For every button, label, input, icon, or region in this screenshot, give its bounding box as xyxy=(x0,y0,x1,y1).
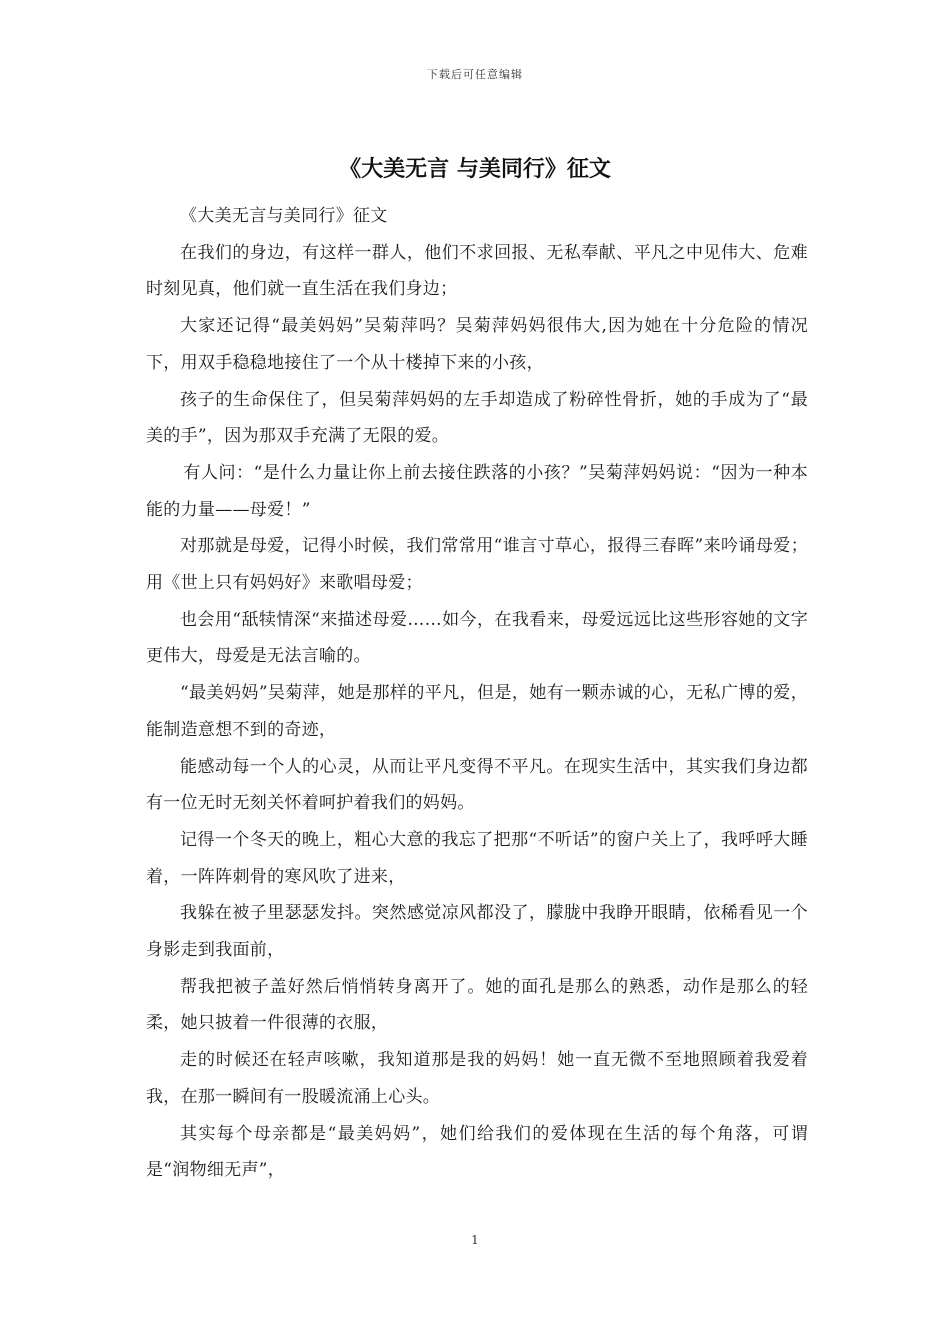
paragraph: 在我们的身边，有这样一群人，他们不求回报、无私奉献、平凡之中见伟大、危难时刻见真，他们就一直生活在我们身边； xyxy=(146,242,808,300)
paragraph: 有人问：“是什么力量让你上前去接住跌落的小孩？”吴菊萍妈妈说：“因为一种本能的力量——母爱！” xyxy=(146,462,808,520)
header-note: 下载后可任意编辑 xyxy=(427,68,523,81)
paragraph: 其实每个母亲都是“最美妈妈”，她们给我们的爱体现在生活的每个角落，可谓是“润物细无声”， xyxy=(146,1123,808,1181)
paragraph: 记得一个冬天的晚上，粗心大意的我忘了把那“不听话”的窗户关上了，我呼呼大睡着，一阵阵刺骨的寒风吹了进来， xyxy=(146,829,808,887)
paragraph: 能感动每一个人的心灵，从而让平凡变得不平凡。在现实生活中，其实我们身边都有一位无时无刻关怀着呵护着我们的妈妈。 xyxy=(146,756,808,814)
paragraph: 走的时候还在轻声咳嗽，我知道那是我的妈妈！她一直无微不至地照顾着我爱着我，在那一瞬间有一股暖流涌上心头。 xyxy=(146,1050,808,1107)
paragraph: 孩子的生命保住了，但吴菊萍妈妈的左手却造成了粉碎性骨折，她的手成为了“最美的手”，因为那双手充满了无限的爱。 xyxy=(146,389,808,447)
page-title: 《大美无言 与美同行》征文 xyxy=(339,157,611,182)
document-body xyxy=(146,198,808,1189)
paragraph: 大家还记得“最美妈妈”吴菊萍吗？吴菊萍妈妈很伟大,因为她在十分危险的情况下，用双手稳稳地接住了一个从十楼掉下来的小孩， xyxy=(146,316,808,373)
paragraph: 对那就是母爱，记得小时候，我们常常用“谁言寸草心，报得三春晖”来吟诵母爱；用《世上只有妈妈好》来歌唱母爱； xyxy=(146,536,808,594)
paragraph: “最美妈妈”吴菊萍，她是那样的平凡，但是，她有一颗赤诚的心，无私广博的爱，能制造意想不到的奇迹， xyxy=(146,683,808,740)
paragraph: 《大美无言与美同行》征文 xyxy=(180,206,388,226)
paragraph: 也会用“舐犊情深“来描述母爱……如今，在我看来，母爱远远比这些形容她的文字更伟大，母爱是无法言喻的。 xyxy=(146,609,808,667)
page-number: 1 xyxy=(471,1233,479,1247)
paragraph: 帮我把被子盖好然后悄悄转身离开了。她的面孔是那么的熟悉，动作是那么的轻柔，她只披着一件很薄的衣服， xyxy=(146,976,808,1034)
paragraph: 我躲在被子里瑟瑟发抖。突然感觉凉风都没了，朦胧中我睁开眼睛，依稀看见一个身影走到我面前， xyxy=(146,903,808,961)
